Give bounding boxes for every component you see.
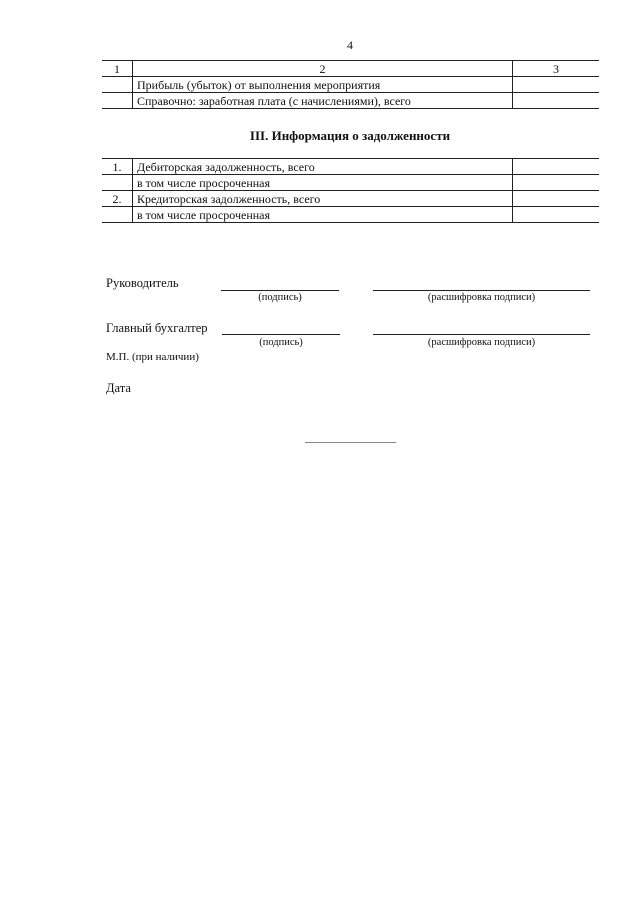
accountant-decode-caption: (расшифровка подписи) xyxy=(427,337,536,348)
row-text: Кредиторская задолженность, всего xyxy=(133,191,513,207)
table-row xyxy=(102,77,599,93)
row-number xyxy=(102,175,133,191)
accountant-decode-line[interactable] xyxy=(373,334,590,335)
head-decode-line[interactable] xyxy=(373,290,590,291)
head-decode-caption: (расшифровка подписи) xyxy=(427,292,536,303)
header-col-1: 1 xyxy=(102,61,133,77)
row-text: в том числе просроченная xyxy=(133,175,513,191)
date-label: Дата xyxy=(106,381,131,395)
table-row xyxy=(102,159,599,175)
head-signature-caption: (подпись) xyxy=(258,292,302,303)
table-row xyxy=(102,93,599,109)
row-text: Прибыль (убыток) от выполнения мероприятия xyxy=(133,77,513,93)
row-number xyxy=(102,93,133,109)
row-number: 1. xyxy=(102,159,133,175)
table-debts xyxy=(102,158,599,223)
footer-divider xyxy=(305,442,396,443)
header-col-2: 2 xyxy=(133,61,513,77)
row-number xyxy=(102,207,133,223)
row-text: Справочно: заработная плата (с начислениями), всего xyxy=(133,93,513,109)
header-col-3: 3 xyxy=(513,61,600,77)
section-title: III. Информация о задолженности xyxy=(249,128,451,143)
page-number: 4 xyxy=(347,38,353,52)
row-number xyxy=(102,77,133,93)
row-text: Дебиторская задолженность, всего xyxy=(133,159,513,175)
table-row xyxy=(102,207,599,223)
row-value-cell[interactable] xyxy=(513,191,600,207)
stamp-label: М.П. (при наличии) xyxy=(106,351,199,363)
head-label: Руководитель xyxy=(106,276,179,290)
row-value-cell[interactable] xyxy=(513,77,600,93)
row-value-cell[interactable] xyxy=(513,175,600,191)
table-summary xyxy=(102,60,599,109)
row-number: 2. xyxy=(102,191,133,207)
accountant-signature-line[interactable] xyxy=(222,334,340,335)
row-value-cell[interactable] xyxy=(513,159,600,175)
table-row xyxy=(102,175,599,191)
row-value-cell[interactable] xyxy=(513,93,600,109)
table-header-row xyxy=(102,61,599,77)
accountant-signature-caption: (подпись) xyxy=(259,337,303,348)
accountant-label: Главный бухгалтер xyxy=(106,321,208,335)
row-text: в том числе просроченная xyxy=(133,207,513,223)
head-signature-line[interactable] xyxy=(221,290,339,291)
table-row xyxy=(102,191,599,207)
row-value-cell[interactable] xyxy=(513,207,600,223)
